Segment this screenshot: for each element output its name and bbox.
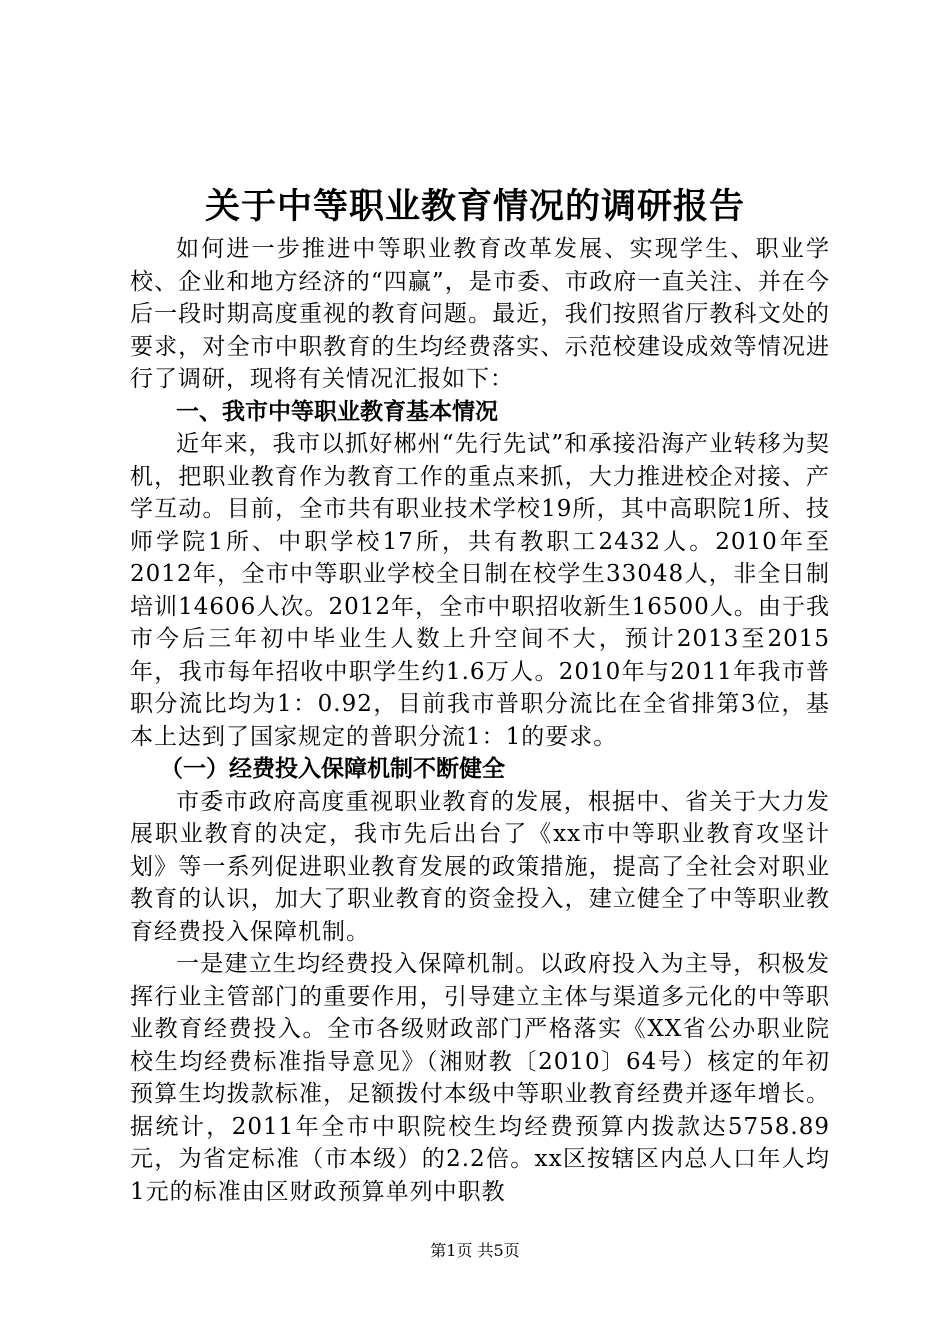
document-body — [130, 233, 830, 1208]
basic-situation-paragraph: 近年来，我市以抓好郴州“先行先试”和承接沿海产业转移为契机，把职业教育作为教育工作的重点来抓，大力推进校企对接、产学互动。目前，全市共有职业技术学校19所，其中高职院1所、技师学院1所、中职学校17所，共有教职工2432人。2010年至2012年，全市中等职业学校全日制在校学生33048人，非全日制培训14606人次。2012年，全市中职招收新生16500人。由于我市今后三年初中毕业生人数上升空间不大，预计2013至2015年，我市每年招收中职学生约1.6万人。2010年与2011年我市普职分流比均为1：0.92，目前我市普职分流比在全省排第3位，基本上达到了国家规定的普职分流1：1的要求。 — [130, 431, 830, 750]
subsection-heading-funding: （一）经费投入保障机制不断健全 — [160, 756, 505, 782]
section-heading-basic-situation: 一、我市中等职业教育基本情况 — [176, 398, 498, 425]
funding-paragraph-1: 市委市政府高度重视职业教育的发展，根据中、省关于大力发展职业教育的决定，我市先后出台了《xx市中等职业教育攻坚计划》等一系列促进职业教育发展的政策措施，提高了全社会对职业教育的认识，加大了职业教育的资金投入，建立健全了中等职业教育经费投入保障机制。 — [130, 788, 830, 945]
funding-paragraph-2: 一是建立生均经费投入保障机制。以政府投入为主导，积极发挥行业主管部门的重要作用，引导建立主体与渠道多元化的中等职业教育经费投入。全市各级财政部门严格落实《XX省公办职业院校生均经费标准指导意见》（湘财教〔2010〕64号）核定的年初预算生均拨款标准，足额拨付本级中等职业教育经费并逐年增长。据统计，2011年全市中职院校生均经费预算内拨款达5758.89元，为省定标准（市本级）的2.2倍。xx区按辖区内总人口年人均1元的标准由区财政预算单列中职教 — [130, 951, 830, 1205]
document-title: 关于中等职业教育情况的调研报告 — [204, 187, 745, 227]
intro-paragraph: 如何进一步推进中等职业教育改革发展、实现学生、职业学校、企业和地方经济的“四赢”，是市委、市政府一直关注、并在今后一段时期高度重视的教育问题。最近，我们按照省厅教科文处的要求，对全市中职教育的生均经费落实、示范校建设成效等情况进行了调研，现将有关情况汇报如下： — [130, 236, 830, 392]
page-number-footer: 第1页 共5页 — [430, 1241, 520, 1260]
